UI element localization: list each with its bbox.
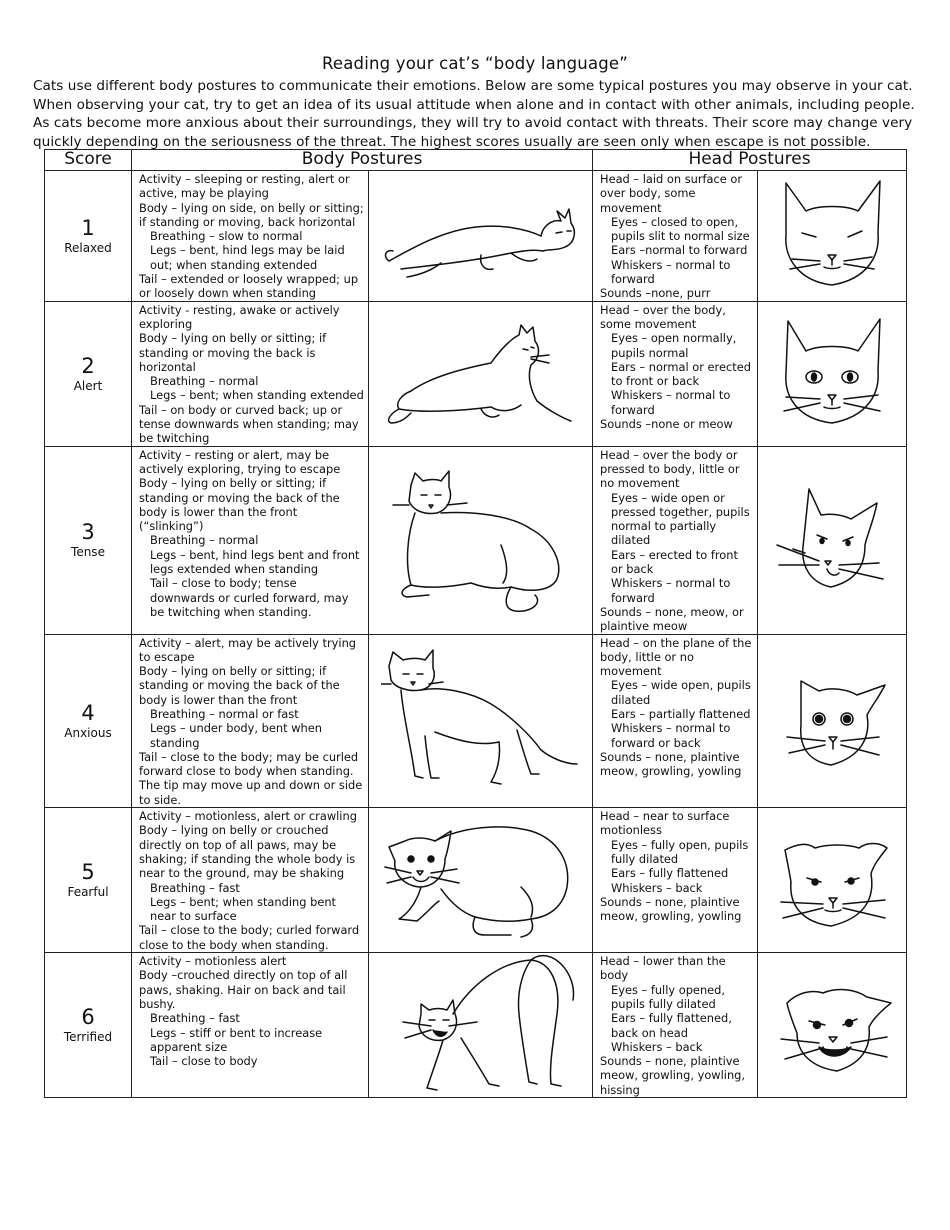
table-row	[45, 953, 907, 1098]
header-body-postures: Body Postures	[132, 150, 593, 171]
head-posture-line: Eyes – open normally, pupils normal	[611, 331, 737, 360]
cat-head-tense-icon	[769, 475, 895, 605]
header-head-postures: Head Postures	[593, 150, 907, 171]
head-posture-line: Eyes – fully opened, pupils fully dilated	[611, 982, 726, 1011]
cat-crouched-fearful-icon	[381, 817, 581, 943]
head-posture-line: Sounds –none or meow	[600, 417, 733, 432]
body-posture-line: Body – lying on belly or sitting; if standing or moving the back of the body is lower than the front	[139, 664, 340, 707]
head-posture-line: Head – laid on surface or over body, some movement	[600, 172, 743, 215]
body-posture-line: Body – lying on belly or sitting; if standing or moving the back of the body is lower than the front (“slinking”)	[139, 476, 340, 534]
score-label: Anxious	[64, 725, 112, 740]
body-posture-line: Tail – close to body; tense downwards or curled forward, may be twitching when standing.	[150, 576, 349, 619]
body-illustration	[369, 808, 593, 953]
head-posture-line: Ears – normal or erected to front or back	[611, 359, 751, 389]
body-posture-line: Activity – resting or alert, may be actively exploring, trying to escape	[139, 447, 341, 476]
table-row	[45, 301, 907, 446]
score-label: Alert	[73, 378, 103, 393]
body-posture-line: Tail – extended or loosely wrapped; up or loosely down when standing	[139, 272, 359, 301]
score-number: 3	[81, 520, 95, 545]
head-posture-line: Whiskers – back	[611, 880, 703, 895]
body-posture-line: Breathing – normal	[150, 533, 259, 548]
body-illustration	[369, 446, 593, 634]
body-posture-line: Activity – alert, may be actively trying to escape	[139, 635, 357, 664]
body-description	[132, 808, 369, 953]
body-description	[132, 446, 369, 634]
body-posture-line: Activity – motionless alert	[139, 954, 287, 969]
head-posture-line: Sounds – none, meow, or plaintive meow	[600, 604, 744, 634]
table-row	[45, 634, 907, 808]
body-posture-line: Body – lying on belly or crouched directly on top of all paws, may be shaking; if standing the whole body is near to the ground, may be shaking	[139, 823, 356, 881]
body-posture-line: Tail – on body or curved back; up or tense downwards when standing; may be twitching	[139, 402, 359, 446]
body-description	[132, 953, 369, 1098]
head-posture-line: Sounds – none, plaintive meow, growling, yowling	[600, 894, 742, 924]
table-row	[45, 446, 907, 634]
head-posture-line: Whiskers – normal to forward	[611, 388, 731, 417]
body-illustration	[369, 301, 593, 446]
body-description	[132, 301, 369, 446]
body-posture-line: Activity - resting, awake or actively exploring	[139, 302, 340, 331]
score-cell	[45, 634, 132, 808]
body-posture-line: Legs – stiff or bent to increase apparent size	[150, 1025, 323, 1054]
body-posture-line: Breathing – slow to normal	[150, 229, 303, 244]
score-cell	[45, 808, 132, 953]
head-illustration	[758, 953, 907, 1098]
score-number: 2	[81, 353, 95, 378]
score-number: 1	[81, 215, 95, 240]
head-description	[593, 634, 758, 808]
cat-head-relaxed-icon	[772, 175, 892, 297]
head-posture-line: Ears – partially flattened	[611, 706, 751, 721]
score-number: 6	[81, 1005, 95, 1030]
body-posture-line: Tail – close to the body; may be curled forward close to body when standing. The tip may move up and down or side to side.	[139, 749, 363, 807]
table-row	[45, 808, 907, 953]
head-posture-line: Head – near to surface motionless	[600, 809, 730, 838]
body-posture-line: Breathing – fast	[150, 1011, 240, 1026]
body-posture-line: Legs – bent, hind legs bent and front legs extended when standing	[150, 547, 360, 577]
head-description	[593, 446, 758, 634]
body-posture-line: Breathing – fast	[150, 880, 240, 895]
body-illustration	[369, 171, 593, 302]
head-posture-line: Whiskers – normal to forward	[611, 576, 731, 605]
head-description	[593, 808, 758, 953]
intro-line: As cats become more anxious about their surroundings, they will try to avoid contact with threats. Their score may change very	[33, 115, 913, 132]
intro-line: Cats use different body postures to communicate their emotions. Below are some typical postures you may observe in your cat.	[33, 78, 913, 94]
body-posture-line: Breathing – normal or fast	[150, 706, 299, 721]
body-illustration	[369, 953, 593, 1098]
head-posture-line: Whiskers – normal to forward or back	[611, 721, 731, 750]
head-posture-line: Ears – erected to front or back	[611, 547, 738, 577]
score-label: Terrified	[63, 1030, 113, 1045]
table-header-row	[45, 150, 907, 171]
body-posture-line: Breathing – normal	[150, 374, 259, 389]
head-illustration	[758, 171, 907, 302]
body-posture-line: Activity – sleeping or resting, alert or active, may be playing	[139, 172, 350, 201]
score-label: Tense	[71, 545, 105, 560]
head-posture-line: Sounds – none, plaintive meow, growling, yowling	[600, 749, 742, 779]
posture-table	[44, 149, 907, 1098]
head-illustration	[758, 634, 907, 808]
head-posture-line: Eyes – closed to open, pupils slit to normal size	[611, 214, 750, 244]
score-number: 5	[81, 860, 95, 885]
cat-head-anxious-icon	[767, 661, 897, 781]
body-posture-line: Legs – bent, hind legs may be laid out; when standing extended	[150, 243, 345, 272]
body-posture-line: Body –crouched directly on top of all paws, shaking. Hair on back and tail bushy.	[139, 968, 348, 1011]
body-description	[132, 171, 369, 302]
cat-head-terrified-icon	[767, 963, 897, 1087]
body-description	[132, 634, 369, 808]
page-title: Reading your cat’s “body language”	[321, 54, 629, 73]
intro-line: When observing your cat, try to get an idea of its usual attitude when alone and in contact with other animals, including people.	[33, 96, 915, 113]
score-cell	[45, 953, 132, 1098]
head-description	[593, 171, 758, 302]
head-posture-line: Ears – fully flattened, back on head	[611, 1011, 732, 1040]
table-row	[45, 171, 907, 302]
score-cell	[45, 171, 132, 302]
cat-arched-terrified-icon	[381, 954, 581, 1096]
body-posture-line: Body – lying on belly or sitting; if standing or moving the back is horizontal	[139, 331, 327, 374]
head-posture-line: Sounds – none, plaintive meow, growling, yowling, hissing	[600, 1054, 746, 1097]
body-posture-line: Legs – under body, bent when standing	[150, 721, 322, 750]
cat-head-alert-icon	[770, 311, 894, 437]
body-posture-line: Legs – bent; when standing bent near to surface	[150, 894, 337, 924]
cat-crouching-tense-icon	[381, 465, 581, 615]
score-number: 4	[81, 700, 95, 725]
body-posture-line: Tail – close to body	[150, 1054, 258, 1069]
head-posture-line: Head – over the body, some movement	[600, 302, 726, 331]
head-illustration	[758, 301, 907, 446]
head-illustration	[758, 808, 907, 953]
cat-standing-anxious-icon	[381, 646, 581, 796]
score-label: Relaxed	[64, 240, 112, 255]
intro-line: quickly depending on the seriousness of the threat. The highest scores usually are seen only when escape is not possible.	[33, 133, 871, 150]
cat-lying-relaxed-icon	[381, 191, 581, 281]
body-posture-line: Activity – motionless, alert or crawling	[139, 809, 357, 824]
head-posture-line: Eyes – wide open or pressed together, pupils normal to partially dilated	[611, 490, 750, 548]
head-posture-line: Eyes – wide open, pupils dilated	[611, 678, 751, 707]
cat-head-fearful-icon	[767, 820, 897, 940]
head-posture-line: Sounds –none, purr	[600, 286, 711, 301]
score-label: Fearful	[67, 885, 109, 900]
head-posture-line: Whiskers – normal to forward	[611, 257, 731, 287]
intro-paragraph	[33, 77, 923, 151]
score-cell	[45, 301, 132, 446]
head-posture-line: Whiskers – back	[611, 1039, 703, 1054]
head-posture-line: Head – on the plane of the body, little or no movement	[600, 635, 752, 679]
head-posture-line: Ears – fully flattened	[611, 866, 729, 881]
head-posture-line: Head – lower than the body	[600, 954, 726, 983]
head-illustration	[758, 446, 907, 634]
body-posture-line: Legs – bent; when standing extended	[150, 388, 364, 403]
body-posture-line: Tail – close to the body; curled forward close to the body when standing.	[139, 923, 360, 952]
body-posture-line: Body – lying on side, on belly or sitting; if standing or moving, back horizontal	[139, 200, 364, 229]
header-score: Score	[45, 150, 132, 171]
head-posture-line: Eyes – fully open, pupils fully dilated	[611, 837, 749, 866]
head-posture-line: Head – over the body or pressed to body, little or no movement	[600, 447, 740, 491]
head-description	[593, 301, 758, 446]
head-description	[593, 953, 758, 1098]
cat-lying-alert-icon	[381, 319, 581, 429]
head-posture-line: Ears –normal to forward	[611, 243, 748, 258]
body-illustration	[369, 634, 593, 808]
score-cell	[45, 446, 132, 634]
